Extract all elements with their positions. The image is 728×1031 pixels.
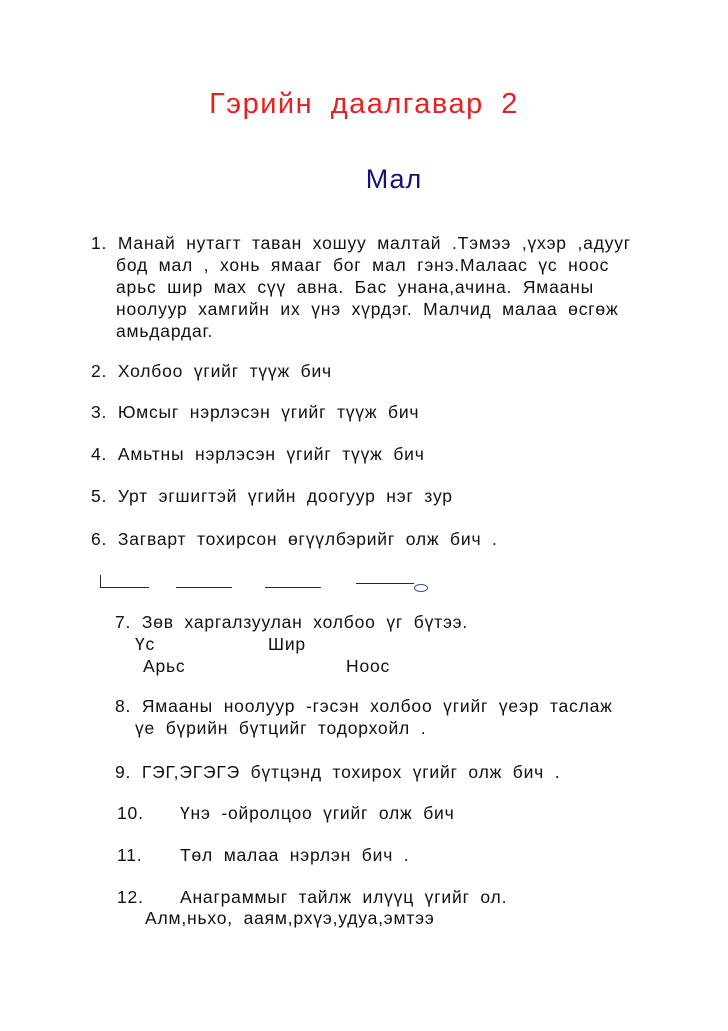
question-7-word-3: Арьс: [143, 656, 186, 676]
question-11-text: Төл малаа нэрлэн бич .: [180, 845, 410, 865]
question-10-text: Үнэ -ойролцоо үгийг олж бич: [180, 803, 455, 823]
page-title: Гэрийн даалгавар 2: [209, 88, 519, 120]
question-1-line-3: арьс шир мах сүү авна. Бас унана,ачина. Ямааны: [116, 277, 595, 297]
question-9: 9. ГЭГ,ЭГЭГЭ бүтцэнд тохирох үгийг олж бич .: [115, 762, 561, 782]
question-6: 6. Загварт тохирсон өгүүлбэрийг олж бич .: [91, 529, 498, 549]
question-1-line-1: 1. Манай нутагт таван хошуу малтай .Тэмээ ,үхэр ,адууг: [91, 233, 631, 253]
question-12-words: Алм,ньхо, ааям,рхүэ,удуа,эмтээ: [145, 908, 435, 928]
question-7: 7. Зөв харгалзуулан холбоо үг бүтээ.: [115, 612, 469, 632]
question-8-line-2: үе бүрийн бүтцийг тодорхойл .: [135, 718, 427, 738]
question-8-line-1: 8. Ямааны ноолуур -гэсэн холбоо үгийг үеэр таслаж: [115, 696, 613, 716]
question-10-number: 10.: [117, 803, 144, 823]
question-2: 2. Холбоо үгийг түүж бич: [91, 361, 332, 381]
question-5: 5. Урт эгшигтэй үгийн доогуур нэг зур: [91, 486, 453, 506]
pattern-blank-4: [356, 583, 414, 584]
question-12-text: Анаграммыг тайлж илүүц үгийг ол.: [180, 887, 508, 907]
question-12-number: 12.: [117, 887, 144, 907]
question-3: 3. Юмсыг нэрлэсэн үгийг түүж бич: [91, 402, 420, 422]
question-11-number: 11.: [117, 845, 143, 865]
pattern-period-mark: [414, 584, 428, 592]
question-1-line-4: ноолуур хамгийн их үнэ хүрдэг. Малчид малаа өсгөж: [116, 299, 619, 319]
question-7-word-4: Ноос: [346, 656, 391, 676]
pattern-blank-1: [101, 587, 149, 588]
question-7-word-1: Үс: [135, 634, 156, 654]
pattern-blank-3: [265, 587, 321, 588]
question-7-word-2: Шир: [268, 634, 306, 654]
question-1-line-2: бод мал , хонь ямааг бог мал гэнэ.Малаас үс ноос: [116, 255, 610, 275]
question-4: 4. Амьтны нэрлэсэн үгийг түүж бич: [91, 444, 425, 464]
pattern-blank-2: [176, 587, 232, 588]
page-subtitle: Мал: [365, 164, 423, 194]
question-1-line-5: амьдардаг.: [116, 321, 214, 341]
